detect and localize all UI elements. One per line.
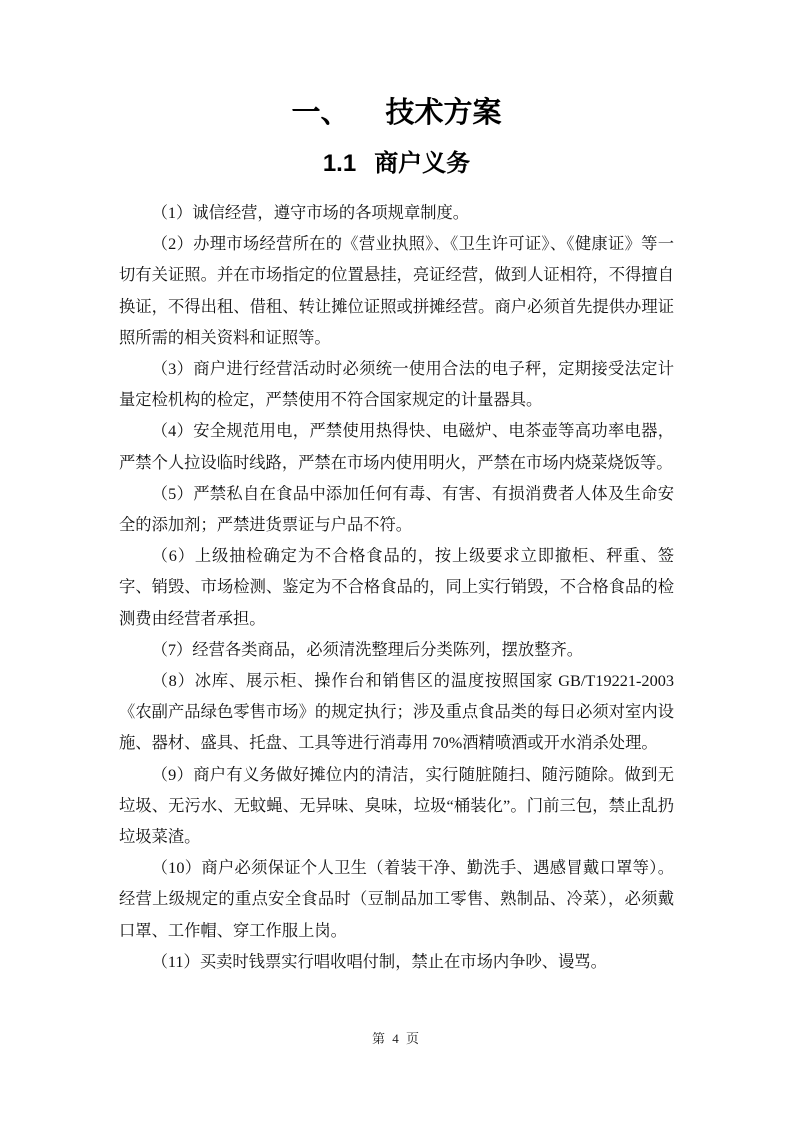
paragraph-5: （5）严禁私自在食品中添加任何有毒、有害、有损消费者人体及生命安全的添加剂；严禁进货票证与户品不符。 — [119, 483, 674, 535]
page-number: 第 4 页 — [371, 1031, 421, 1046]
page-footer — [0, 1028, 793, 1047]
section-title: 技术方案 — [385, 97, 502, 129]
paragraph-3: （3）商户进行经营活动时必须统一使用合法的电子秤，定期接受法定计量定检机构的检定，严禁使用不符合国家规定的计量器具。 — [119, 359, 674, 410]
paragraph-6: （6）上级抽检确定为不合格食品的，按上级要求立即撤柜、秤重、签字、销毁、市场检测、鉴定为不合格食品的，同上实行销毁，不合格食品的检测费由经营者承担。 — [119, 546, 674, 628]
paragraph-2: （2）办理市场经营所在的《营业执照》、《卫生许可证》、《健康证》等一切有关证照。并在市场指定的位置悬挂，亮证经营，做到人证相符，不得擅自换证，不得出租、借租、转让摊位证照或拼摊经营。商户必须首先提供办理证照所需的相关资料和证照等。 — [119, 234, 674, 347]
paragraph-4: （4）安全规范用电，严禁使用热得快、电磁炉、电茶壶等高功率电器，严禁个人拉设临时线路，严禁在市场内使用明火，严禁在市场内烧菜烧饭等。 — [119, 421, 674, 472]
document-body — [119, 197, 674, 977]
section-number: 一、 — [291, 97, 350, 129]
section-heading — [119, 99, 674, 128]
paragraph-7: （7）经营各类商品，必须清洗整理后分类陈列，摆放整齐。 — [151, 639, 584, 659]
paragraph-10: （10）商户必须保证个人卫生（着装干净、勤洗手、遇感冒戴口罩等）。经营上级规定的重点安全食品时（豆制品加工零售、熟制品、冷菜），必须戴口罩、工作帽、穿工作服上岗。 — [119, 858, 674, 940]
subsection-number: 1.1 — [322, 150, 357, 177]
paragraph-8: （8）冰库、展示柜、操作台和销售区的温度按照国家 GB/T19221-2003《农副产品绿色零售市场》的规定执行；涉及重点食品类的每日必须对室内设施、器材、盛具、托盘、工具等进行消毒用 70%酒精喷酒或开水消杀处理。 — [119, 671, 674, 753]
paragraph-11: （11）买卖时钱票实行唱收唱付制，禁止在市场内争吵、谩骂。 — [151, 951, 607, 971]
subsection-heading — [119, 152, 674, 176]
paragraph-1: （1）诚信经营，遵守市场的各项规章制度。 — [151, 203, 470, 222]
paragraph-9: （9）商户有义务做好摊位内的清洁，实行随脏随扫、随污随除。做到无垃圾、无污水、无蚊蝇、无异味、臭味，垃圾“桶装化”。门前三包，禁止乱扔垃圾菜渣。 — [119, 764, 674, 847]
subsection-title: 商户义务 — [374, 150, 471, 177]
